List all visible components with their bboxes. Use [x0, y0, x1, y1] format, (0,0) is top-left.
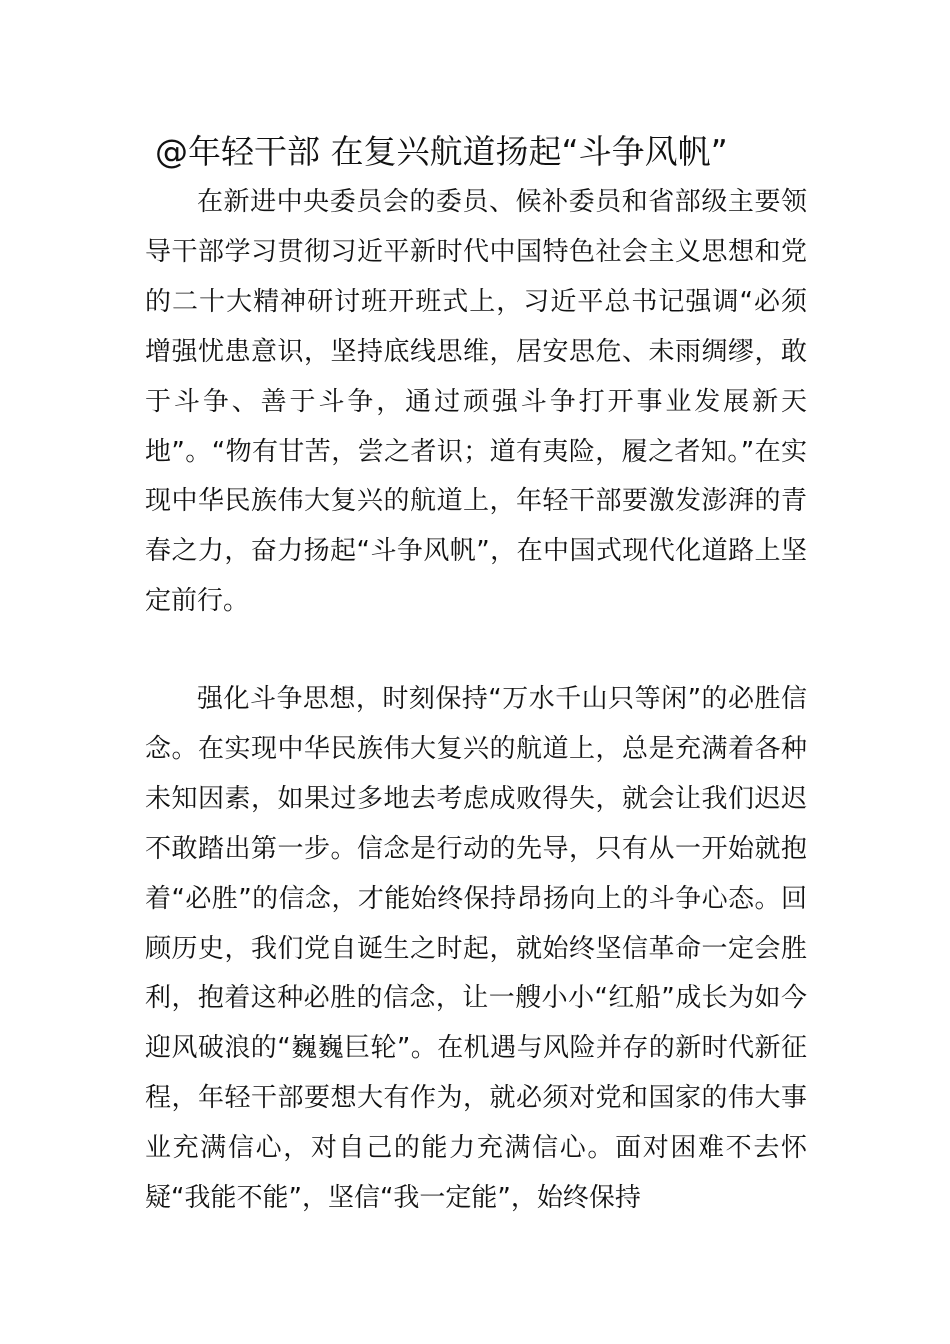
document-title: @年轻干部 在复兴航道扬起“斗争风帆”	[155, 132, 728, 171]
paragraph-2: 强化斗争思想，时刻保持“万水千山只等闲”的必胜信念。在实现中华民族伟大复兴的航道上，总是充满着各种未知因素，如果过多地去考虑成败得失，就会让我们迟迟不敢踏出第一步。信念是行动的先导，只有从一开始就抱着“必胜”的信念，才能始终保持昂扬向上的斗争心态。回顾历史，我们党自诞生之时起，就始终坚信革命一定会胜利，抱着这种必胜的信念，让一艘小小“红船”成长为如今迎风破浪的“巍巍巨轮”。在机遇与风险并存的新时代新征程，年轻干部要想大有作为，就必须对党和国家的伟大事业充满信心，对自己的能力充满信心。面对困难不去怀疑“我能不能”，坚信“我一定能”，始终保持	[145, 684, 807, 1214]
paragraph-1: 在新进中央委员会的委员、候补委员和省部级主要领导干部学习贯彻习近平新时代中国特色社会主义思想和党的二十大精神研讨班开班式上，习近平总书记强调“必须增强忧患意识，坚持底线思维，居安思危、未雨绸缪，敢于斗争、善于斗争，通过顽强斗争打开事业发展新天地”。“物有甘苦，尝之者识；道有夷险，履之者知。”在实现中华民族伟大复兴的航道上，年轻干部要激发澎湃的青春之力，奋力扬起“斗争风帆”，在中国式现代化道路上坚定前行。	[145, 187, 807, 617]
